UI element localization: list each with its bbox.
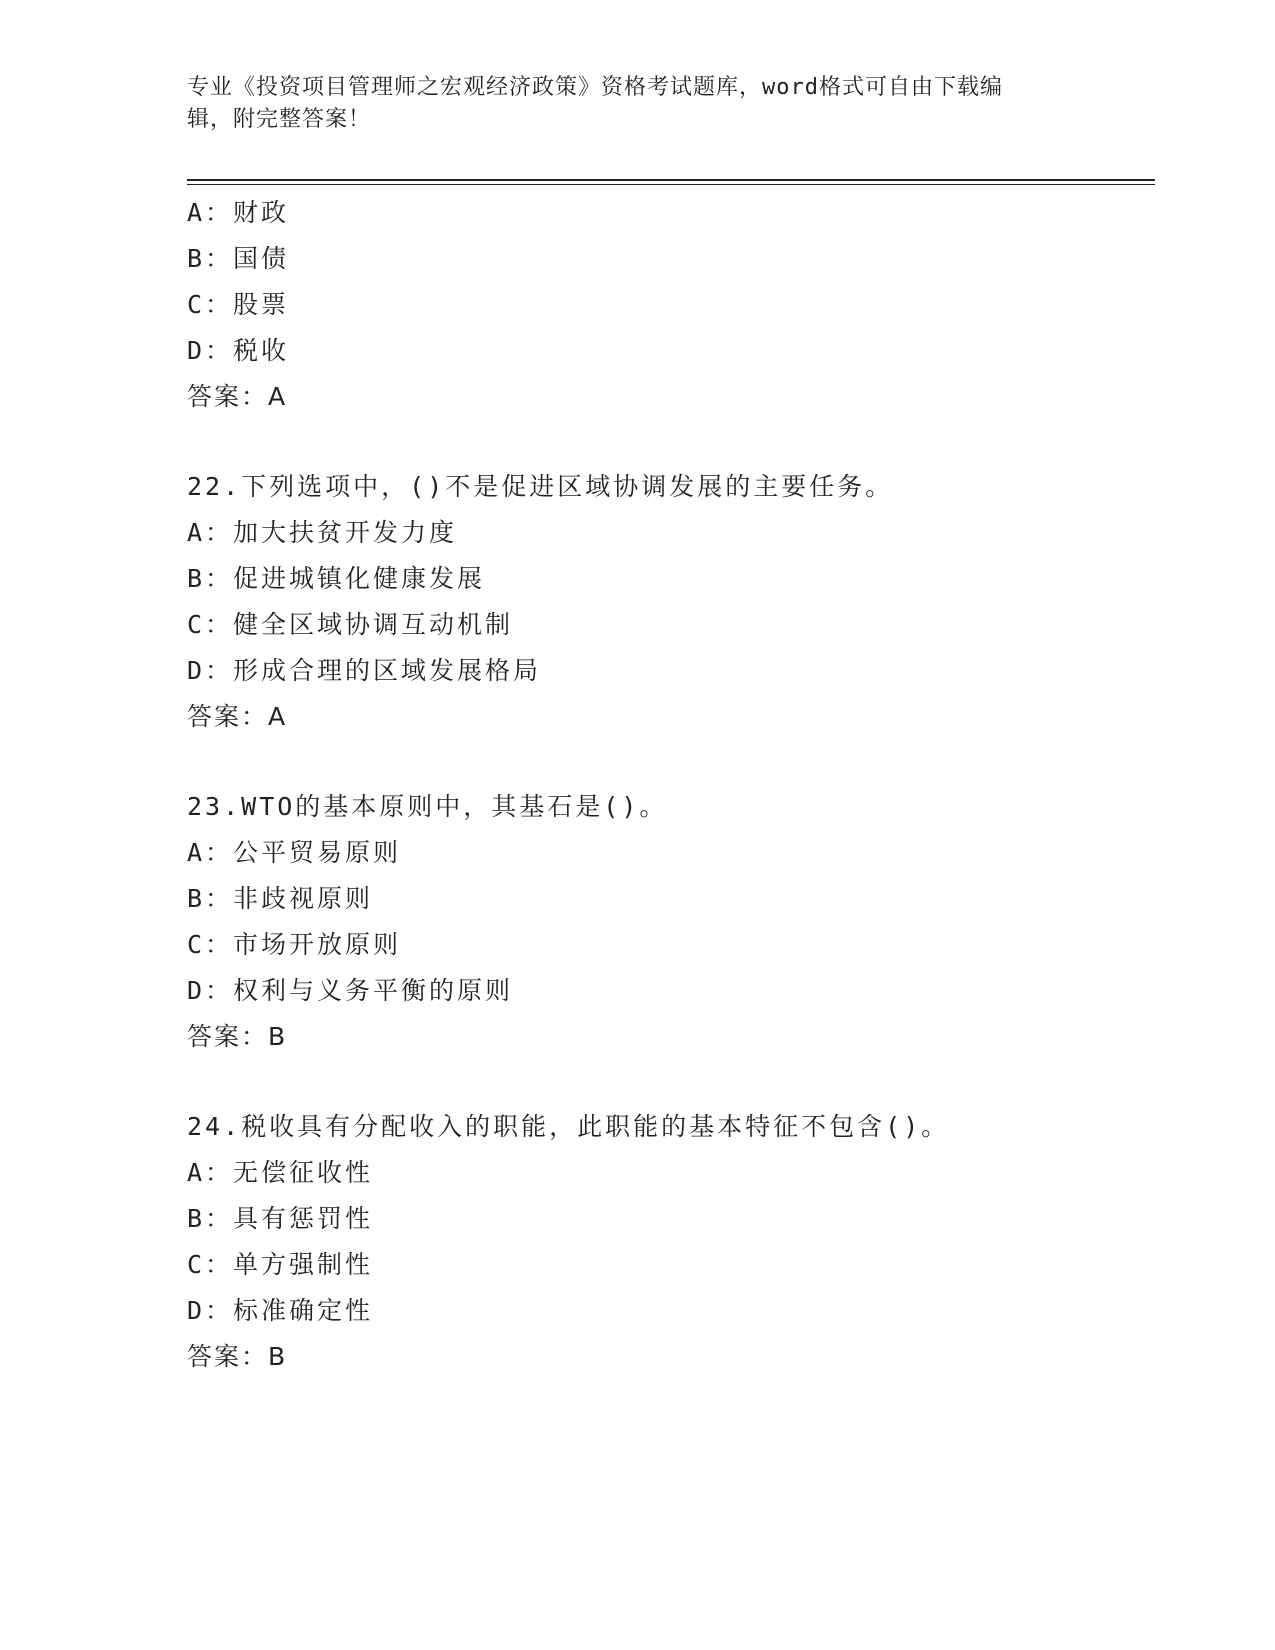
header-line-1: 专业《投资项目管理师之宏观经济政策》资格考试题库，word格式可自由下载编 bbox=[187, 75, 1003, 100]
question-24-block bbox=[187, 1104, 1155, 1380]
option-b: B：具有惩罚性 bbox=[187, 1204, 374, 1233]
option-c: C：股票 bbox=[187, 290, 290, 319]
option-a: A：财政 bbox=[187, 198, 290, 227]
answer-line: 答案：B bbox=[187, 1022, 288, 1051]
question-stem: 23.WTO的基本原则中，其基石是()。 bbox=[187, 792, 668, 821]
question-content bbox=[187, 190, 1155, 1380]
question-23-block bbox=[187, 784, 1155, 1060]
answer-line: 答案：B bbox=[187, 1342, 288, 1371]
question-stem: 24.税收具有分配收入的职能，此职能的基本特征不包含()。 bbox=[187, 1112, 950, 1141]
header-line-2: 辑，附完整答案！ bbox=[187, 107, 372, 132]
option-b: B：国债 bbox=[187, 244, 290, 273]
header-divider-thin bbox=[187, 184, 1155, 185]
option-a: A：无偿征收性 bbox=[187, 1158, 374, 1187]
answer-line: 答案：A bbox=[187, 382, 288, 411]
option-c: C：健全区域协调互动机制 bbox=[187, 610, 514, 639]
spacer bbox=[187, 1060, 1155, 1104]
question-21-block bbox=[187, 190, 1155, 420]
option-b: B：促进城镇化健康发展 bbox=[187, 564, 486, 593]
option-d: D：权利与义务平衡的原则 bbox=[187, 976, 514, 1005]
option-d: D：税收 bbox=[187, 336, 290, 365]
option-c: C：市场开放原则 bbox=[187, 930, 402, 959]
answer-line: 答案：A bbox=[187, 702, 288, 731]
option-d: D：形成合理的区域发展格局 bbox=[187, 656, 542, 685]
question-stem: 22.下列选项中，()不是促进区域协调发展的主要任务。 bbox=[187, 472, 894, 501]
header-divider-thick bbox=[187, 179, 1155, 181]
spacer bbox=[187, 740, 1155, 784]
document-header bbox=[187, 72, 1087, 136]
question-22-block bbox=[187, 464, 1155, 740]
option-a: A：公平贸易原则 bbox=[187, 838, 402, 867]
spacer bbox=[187, 420, 1155, 464]
option-d: D：标准确定性 bbox=[187, 1296, 374, 1325]
option-c: C：单方强制性 bbox=[187, 1250, 374, 1279]
option-b: B：非歧视原则 bbox=[187, 884, 374, 913]
option-a: A：加大扶贫开发力度 bbox=[187, 518, 458, 547]
